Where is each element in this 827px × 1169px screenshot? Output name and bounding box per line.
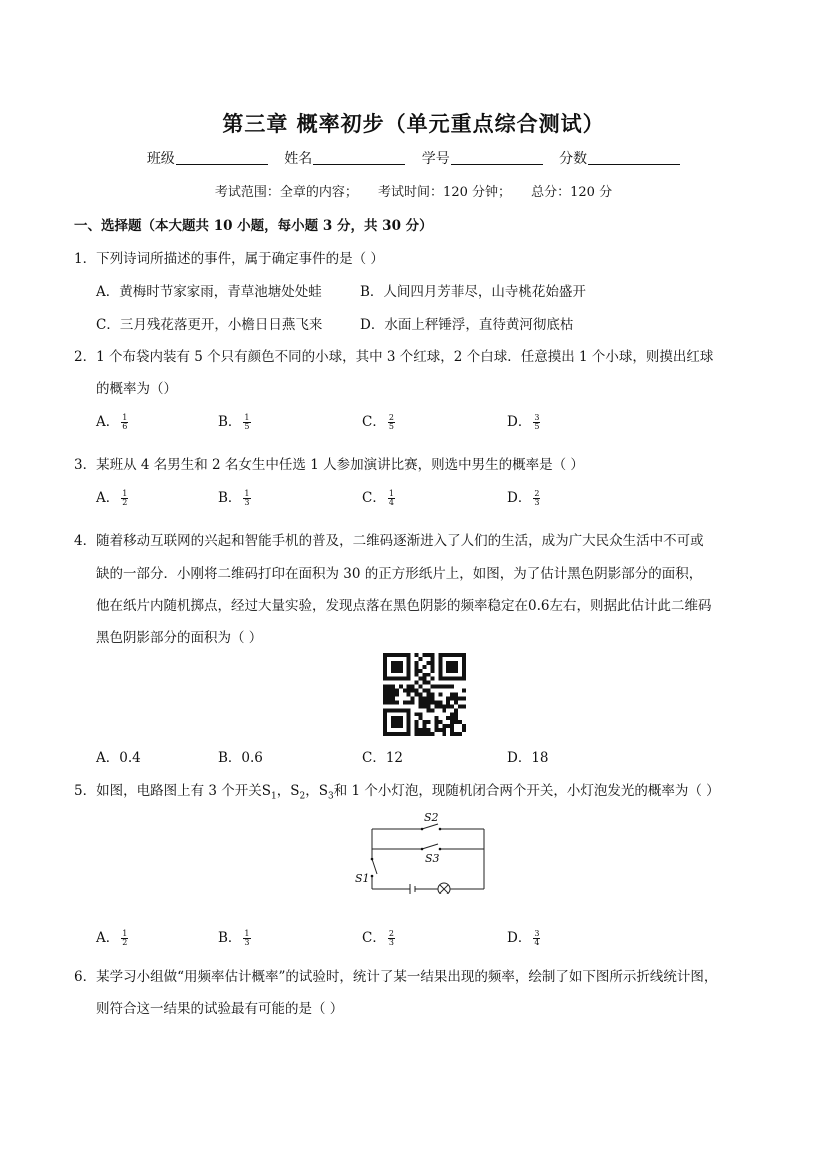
q1-option-b[interactable]: B．人间四月芳菲尽，山寺桃花始盛开 <box>360 284 586 300</box>
fraction: $\frac{1}{3}$ <box>244 489 250 507</box>
fraction: $\frac{2}{5}$ <box>388 413 394 431</box>
fraction: $\frac{2}{3}$ <box>534 489 540 507</box>
q5-option-c[interactable]: C． $\frac{2}{3}$ <box>362 929 394 947</box>
fraction: $\frac{1}{6}$ <box>122 413 128 431</box>
fraction: $\frac{1}{3}$ <box>244 929 250 947</box>
q5-option-a[interactable]: A． $\frac{1}{2}$ <box>96 929 128 947</box>
q4-option-a[interactable]: A．0.4 <box>96 750 141 766</box>
id-blank[interactable] <box>451 150 543 165</box>
q6-line1: 6．某学习小组做“用频率估计概率”的试验时，统计了某一结果出现的频率，绘制了如下图所示折线统计图， <box>74 969 718 985</box>
student-info-fields <box>0 148 827 168</box>
score-blank[interactable] <box>588 150 680 165</box>
q4-option-d[interactable]: D．18 <box>507 750 549 766</box>
exam-info <box>0 181 827 200</box>
qr-code-image <box>383 653 466 736</box>
q2-stem-line2: 的概率为（） <box>96 381 177 397</box>
fraction: $\frac{2}{3}$ <box>388 929 394 947</box>
fraction: $\frac{3}{5}$ <box>534 413 540 431</box>
name-field: 姓名 <box>284 148 405 168</box>
fraction: $\frac{1}{5}$ <box>244 413 250 431</box>
id-field: 学号 <box>422 148 543 168</box>
q4-line3: 他在纸片内随机掷点，经过大量实验，发现点落在黑色阴影的频率稳定在0.6左右，则据此估计此二维码 <box>96 598 712 614</box>
q5-option-d[interactable]: D． $\frac{3}{4}$ <box>507 929 540 947</box>
q2-option-b[interactable]: B． $\frac{1}{5}$ <box>218 413 250 431</box>
fraction: $\frac{1}{2}$ <box>122 489 128 507</box>
q5-option-b[interactable]: B． $\frac{1}{3}$ <box>218 929 250 947</box>
q3-option-c[interactable]: C． $\frac{1}{4}$ <box>362 489 394 507</box>
label-s2: S2 <box>424 812 439 824</box>
exam-time: 考试时间：120 分钟； <box>378 185 511 200</box>
q4-option-b[interactable]: B．0.6 <box>218 750 263 766</box>
class-field: 班级 <box>147 148 268 168</box>
name-blank[interactable] <box>313 150 405 165</box>
q3-option-b[interactable]: B． $\frac{1}{3}$ <box>218 489 250 507</box>
q6-line2: 则符合这一结果的试验最有可能的是（ ） <box>96 1001 344 1017</box>
fraction: $\frac{1}{4}$ <box>388 489 394 507</box>
q1-option-a[interactable]: A．黄梅时节家家雨，青草池塘处处蛙 <box>96 284 322 300</box>
exam-scope: 考试范围：全章的内容； <box>214 185 358 200</box>
exam-total: 总分：120 分 <box>531 185 613 200</box>
label-s3: S3 <box>425 852 440 865</box>
q3-stem: 3．某班从 4 名男生和 2 名女生中任选 1 人参加演讲比赛，则选中男生的概率是（ ） <box>74 457 584 473</box>
q2-stem-line1: 2．1 个布袋内装有 5 个只有颜色不同的小球，其中 3 个红球，2 个白球．任意摸出 1 个小球，则摸出红球 <box>74 349 714 365</box>
q4-line2: 缺的一部分．小刚将二维码打印在面积为 30 的正方形纸片上，如图，为了估计黑色阴影部分的面积， <box>96 566 703 582</box>
q1-option-d[interactable]: D．水面上秤锤浮，直待黄河彻底枯 <box>360 317 574 333</box>
q2-option-d[interactable]: D． $\frac{3}{5}$ <box>507 413 540 431</box>
q3-option-a[interactable]: A． $\frac{1}{2}$ <box>96 489 128 507</box>
q4-line4: 黑色阴影部分的面积为（ ） <box>96 630 263 646</box>
circuit-diagram <box>350 812 490 894</box>
fraction: $\frac{3}{4}$ <box>534 929 540 947</box>
q4-option-c[interactable]: C．12 <box>362 750 404 766</box>
q3-option-d[interactable]: D． $\frac{2}{3}$ <box>507 489 540 507</box>
class-blank[interactable] <box>176 150 268 165</box>
switch-s2-blade <box>422 824 438 829</box>
score-field: 分数 <box>559 148 680 168</box>
section-heading: 一、选择题（本大题共 10 小题，每小题 3 分，共 30 分） <box>74 218 433 234</box>
q1-stem: 1．下列诗词所描述的事件，属于确定事件的是（ ） <box>74 251 384 267</box>
page-title: 第三章 概率初步（单元重点综合测试） <box>222 111 605 136</box>
q5-stem: 5．如图，电路图上有 3 个开关$S_1$，$S_2$，$S_3$和 1 个小灯泡，现随机闭合两个开关，小灯泡发光的概率为（ ） <box>74 783 720 802</box>
q1-option-c[interactable]: C．三月残花落更开，小檐日日燕飞来 <box>96 317 323 333</box>
q2-option-c[interactable]: C． $\frac{2}{5}$ <box>362 413 394 431</box>
q2-option-a[interactable]: A． $\frac{1}{6}$ <box>96 413 128 431</box>
switch-s1-blade <box>372 859 377 874</box>
label-s1: S1 <box>355 872 370 885</box>
fraction: $\frac{1}{2}$ <box>122 929 128 947</box>
switch-s3-blade <box>422 844 438 849</box>
q4-line1: 4．随着移动互联网的兴起和智能手机的普及，二维码逐渐进入了人们的生活，成为广大民众生活中不可或 <box>74 533 704 549</box>
